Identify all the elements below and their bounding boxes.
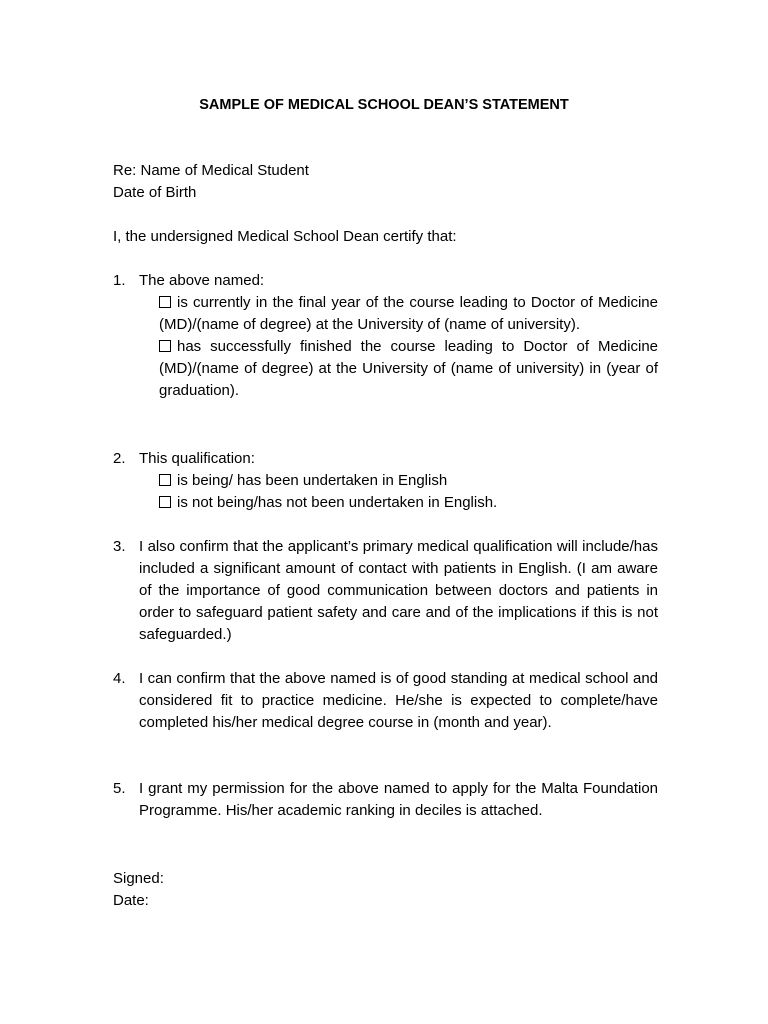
recipient-block — [113, 160, 658, 204]
option-text: is not being/has not been undertaken in English. — [177, 494, 498, 511]
option-english — [159, 470, 658, 492]
signature-block — [113, 868, 658, 912]
list-item-number: 4. — [113, 670, 126, 687]
list-item-text: This qualification: — [139, 450, 255, 467]
list-item-2 — [113, 448, 658, 514]
document-title: SAMPLE OF MEDICAL SCHOOL DEAN’S STATEMENT — [199, 97, 569, 113]
list-item-number: 5. — [113, 780, 126, 797]
list-item-number: 2. — [113, 450, 126, 467]
list-item-1 — [113, 270, 658, 402]
checkbox-icon — [159, 296, 171, 308]
list-item-4 — [113, 668, 658, 734]
list-item-3 — [113, 536, 658, 646]
checkbox-icon — [159, 340, 171, 352]
checkbox-icon — [159, 474, 171, 486]
intro-paragraph: I, the undersigned Medical School Dean certify that: — [113, 228, 457, 245]
list-item-text: I also confirm that the applicant’s primary medical qualification will include/has included a significant amount of contact with patients in English. (I am aware of the importance of good communication between doctors and patients in order to safeguard patient safety and care and of the implications if this is not safeguarded.) — [139, 538, 658, 643]
list-item-number: 3. — [113, 538, 126, 555]
list-item-text: I grant my permission for the above named to apply for the Malta Foundation Programme. His/her academic ranking in deciles is attached. — [139, 780, 658, 819]
option-finished-course — [159, 336, 658, 402]
option-final-year — [159, 292, 658, 336]
checkbox-icon — [159, 496, 171, 508]
date-of-birth-line: Date of Birth — [113, 184, 197, 201]
option-text: has successfully finished the course leading to Doctor of Medicine (MD)/(name of degree) at the University of (name of university) in (year of graduation). — [159, 338, 658, 399]
option-text: is being/ has been undertaken in English — [177, 472, 448, 489]
signed-label: Signed: — [113, 870, 164, 887]
re-line: Re: Name of Medical Student — [113, 162, 309, 179]
list-item-text: The above named: — [139, 272, 265, 289]
list-item-text: I can confirm that the above named is of good standing at medical school and considered fit to practice medicine. He/she is expected to complete/have completed his/her medical degree course in (month and year). — [139, 670, 658, 731]
date-label: Date: — [113, 892, 149, 909]
option-not-english — [159, 492, 658, 514]
list-item-number: 1. — [113, 272, 126, 289]
list-item-5 — [113, 778, 658, 822]
option-text: is currently in the final year of the course leading to Doctor of Medicine (MD)/(name of degree) at the University of (name of university). — [159, 294, 658, 333]
